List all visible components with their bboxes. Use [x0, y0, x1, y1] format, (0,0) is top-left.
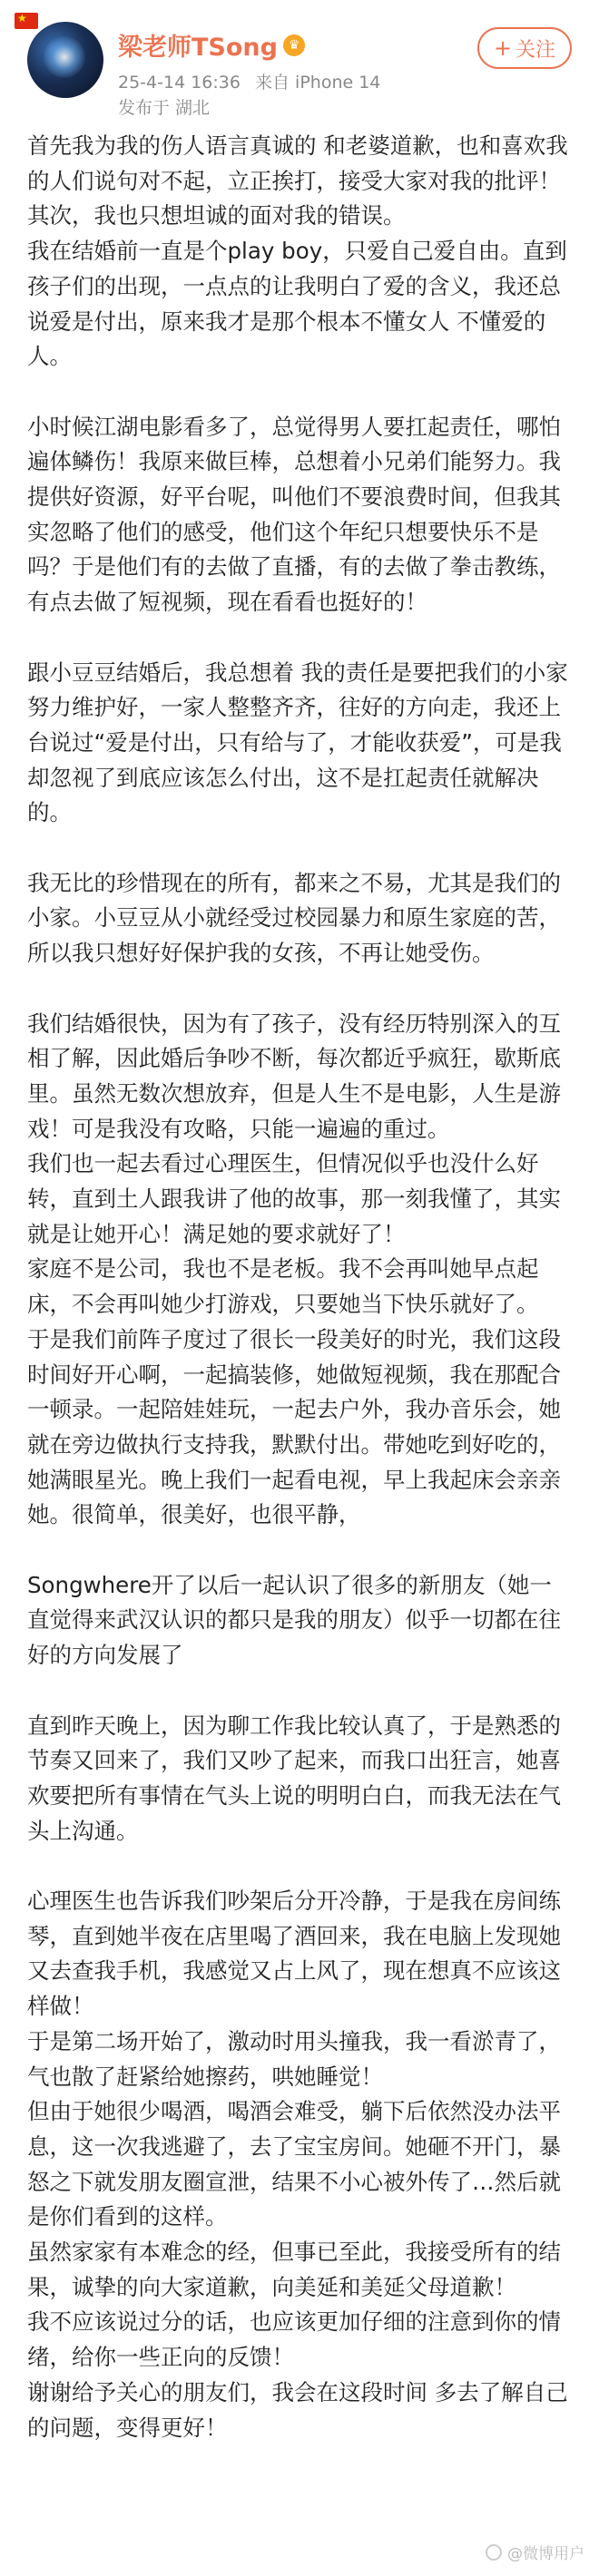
watermark-text: @微博用户 [507, 2545, 584, 2563]
username-text[interactable]: 梁老师TSong [118, 34, 278, 62]
follow-label: 关注 [516, 38, 556, 62]
post-meta [118, 69, 389, 93]
post-location: 发布于 湖北 [118, 98, 211, 118]
post-paragraph: 我无比的珍惜现在的所有，都来之不易，尤其是我们的小家。小豆豆从小就经受过校园暴力和原生家庭的苦，所以我只想好好保护我的女孩，不再让她受伤。 [27, 869, 561, 967]
post-paragraph: 于是我们前阵子度过了很长一段美好的时光，我们这段时间好开心啊，一起搞装修，她做短视频，我在那配合一顿录。一起陪娃娃玩，一起去户外，我办音乐会，她就在旁边做执行支持我，默默付出。带她吃到好吃的，她满眼星光。晚上我们一起看电视，早上我起床会亲亲她。很简单，很美好，也很平静， [27, 1325, 561, 1528]
post-source: 来自 iPhone 14 [255, 73, 381, 93]
post-paragraph: 我在结婚前一直是个play boy，只爱自己爱自由。直到孩子们的出现，一点点的让我明白了爱的含义，我还总说爱是付出，原来我才是那个根本不懂女人 不懂爱的人。 [27, 238, 567, 370]
paragraph-gap [27, 375, 572, 410]
post-location-line [118, 94, 219, 119]
vip-crown-icon: ♛ [283, 34, 305, 56]
post-paragraph: Songwhere开了以后一起认识了很多的新朋友（她一直觉得来武汉认识的都只是我的朋友）似乎一切都在往好的方向发展了 [27, 1571, 561, 1669]
post-paragraph: 我们结婚很快，因为有了孩子，没有经历特别深入的互相了解，因此婚后争吵不断，每次都近乎疯狂，歇斯底里。虽然无数次想放弃，但是人生不是电影，人生是游戏！可是我没有攻略，只能一遍遍的重过。 [27, 1010, 561, 1142]
paragraph-gap [27, 971, 572, 1007]
post-date: 25-4-14 16:36 [118, 73, 241, 93]
post-paragraph: 虽然家家有本难念的经，但事已至此，我接受所有的结果，诚挚的向大家道歉，向美延和美延父母道歉！ [27, 2239, 561, 2300]
watermark [486, 2541, 584, 2563]
paragraph-gap [27, 831, 572, 866]
post-paragraph: 我们也一起去看过心理医生，但情况似乎也没什么好转，直到土人跟我讲了他的故事，那一刻我懂了，其实就是让她开心！满足她的要求就好了！ [27, 1150, 561, 1247]
china-flag-icon: ★ [15, 13, 38, 29]
paragraph-gap [27, 1673, 572, 1709]
post-body [27, 129, 572, 2445]
post-paragraph: 小时候江湖电影看多了，总觉得男人要扛起责任，哪怕遍体鳞伤！我原来做巨棒，总想着小兄弟们能努力。我提供好资源，好平台呢，叫他们不要浪费时间，但我其实忽略了他们的感受，他们这个年纪只想要快乐不是吗？于是他们有的去做了直播，有的去做了拳击教练，有点去做了短视频，现在看看也挺好的！ [27, 413, 561, 616]
follow-button[interactable] [477, 27, 572, 69]
post-paragraph: 但由于她很少喝酒，喝酒会难受，躺下后依然没办法平息，这一次我逃避了，去了宝宝房间。她砸不开门，暴怒之下就发朋友圈宣泄，结果不小心被外传了…然后就是你们看到的这样。 [27, 2098, 561, 2230]
post-paragraph: 跟小豆豆结婚后，我总想着 我的责任是要把我们的小家努力维护好，一家人整整齐齐，往好的方向走，我还上台说过“爱是付出，只有给与了，才能收获爱”，可是我却忽视了到底应该怎么付出，这不是扛起责任就解决的。 [27, 659, 568, 826]
avatar-glow [44, 36, 85, 78]
plus-icon: + [493, 35, 513, 61]
paragraph-gap [27, 1533, 572, 1568]
post-paragraph: 谢谢给予关心的朋友们，我会在这段时间 多去了解自己的问题，变得更好！ [27, 2378, 568, 2441]
post-paragraph: 于是第二场开始了，激动时用头撞我，我一看淤青了，气也散了赶紧给她擦药，哄她睡觉！ [27, 2027, 561, 2090]
post-paragraph: 心理医生也告诉我们吵架后分开冷静，于是我在房间练琴，直到她半夜在店里喝了酒回来，我在电脑上发现她又去查我手机，我感觉又占上风了，现在想真不应该这样做！ [27, 1888, 561, 2020]
paragraph-gap [27, 1849, 572, 1884]
post-paragraph: 直到昨天晚上，因为聊工作我比较认真了，于是熟悉的节奏又回来了，我们又吵了起来，而我口出狂言，她喜欢要把所有事情在气头上说的明明白白，而我无法在气头上沟通。 [27, 1712, 561, 1844]
post-paragraph: 家庭不是公司，我也不是老板。我不会再叫她早点起床，不会再叫她少打游戏，只要她当下快乐就好了。 [27, 1255, 539, 1318]
post-paragraph: 我不应该说过分的话，也应该更加仔细的注意到你的情绪，给你一些正向的反馈！ [27, 2308, 561, 2371]
avatar[interactable] [27, 22, 103, 98]
post-paragraph: 其次，我也只想坦诚的面对我的错误。 [27, 202, 406, 229]
post-paragraph: 首先我为我的伤人语言真诚的 和老婆道歉，也和喜欢我的人们说句对不起，立正挨打，接受大家对我的批评！ [27, 132, 568, 194]
weibo-watermark-icon [486, 2544, 502, 2561]
post-header [0, 0, 599, 116]
username[interactable] [118, 27, 305, 63]
paragraph-gap [27, 620, 572, 656]
